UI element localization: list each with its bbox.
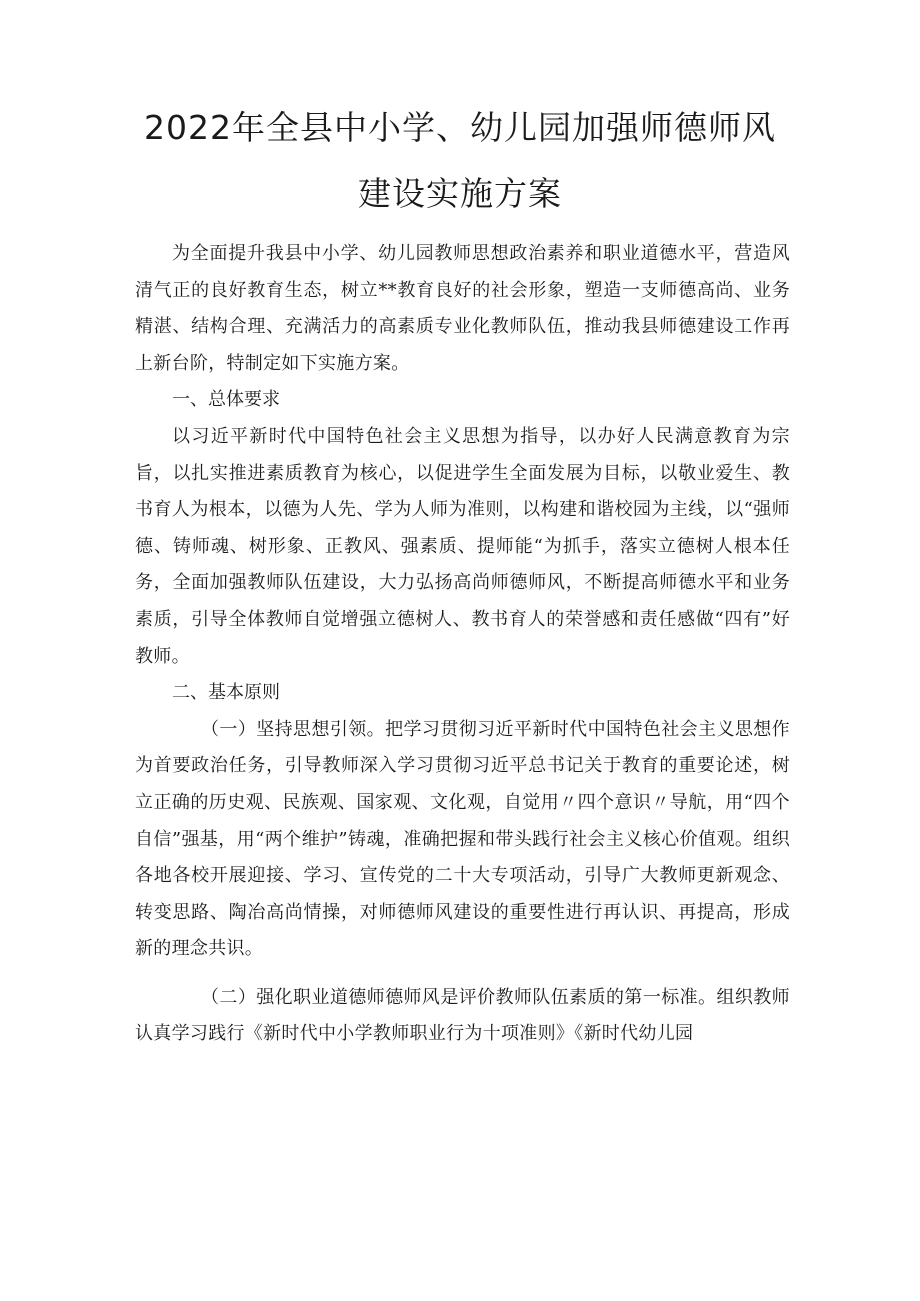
section-heading-basic-principles: 二、基本原则 <box>172 682 280 704</box>
paragraph-spacer <box>135 968 790 980</box>
general-requirements-paragraph: 以习近平新时代中国特色社会主义思想为指导，以办好人民满意教育为宗旨，以扎实推进素质教育为核心，以促进学生全面发展为目标，以敬业爱生、教书育人为根本，以德为人先、学为人师为准则，以构建和谐校园为主线，以“强师德、铸师魂、树形象、正教风、强素质、提师能“为抓手，落实立德树人根本任务，全面加强教师队伍建设，大力弘扬高尚师德师风，不断提高师德水平和业务素质，引导全体教师自觉增强立德树人、教书育人的荣誉感和责任感做“四有”好教师。 <box>135 425 790 667</box>
intro-paragraph: 为全面提升我县中小学、幼儿园教师思想政治素养和职业道德水平，营造风清气正的良好教育生态，树立**教育良好的社会形象，塑造一支师德高尚、业务精湛、结构合理、充满活力的高素质专业化教师队伍，推动我县师德建设工作再上新台阶，特制定如下实施方案。 <box>135 243 790 374</box>
document-title-line-2: 建设实施方案 <box>358 174 562 213</box>
document-title-line-1: 2022年全县中小学、幼儿园加强师德师风 <box>144 108 776 147</box>
principle-1-paragraph: （一）坚持思想引领。把学习贯彻习近平新时代中国特色社会主义思想作为首要政治任务，引导教师深入学习贯彻习近平总书记关于教育的重要论述，树立正确的历史观、民族观、国家观、文化观，自觉用〃四个意识〃导航，用“四个自信”强基，用“两个维护”铸魂，准确把握和带头践行社会主义核心价值观。组织各地各校开展迎接、学习、宣传党的二十大专项活动，引导广大教师更新观念、转变思路、陶冶高尚情操，对师德师风建设的重要性进行再认识、再提高，形成新的理念共识。 <box>135 718 790 960</box>
section-heading-general-requirements: 一、总体要求 <box>172 389 280 411</box>
document-body <box>135 236 790 1053</box>
principle-2-paragraph: （二）强化职业道德师德师风是评价教师队伍素质的第一标准。组织教师认真学习践行《新时代中小学教师职业行为十项准则》《新时代幼儿园 <box>135 986 790 1045</box>
